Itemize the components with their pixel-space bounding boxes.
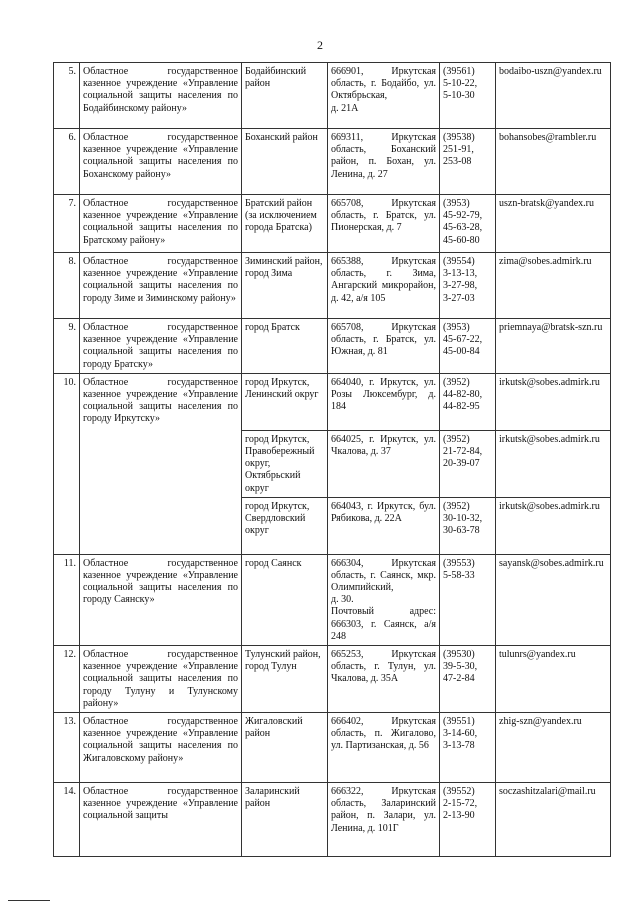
table-row — [54, 319, 611, 374]
postal-address-text: 664043, г. Иркутск, бул. Рябикова, д. 22А — [331, 500, 436, 524]
email-address-text[interactable]: priemnaya@bratsk-szn.ru — [499, 322, 603, 333]
row-number: 10. — [54, 373, 80, 554]
service-area-text: Жигаловский район — [245, 715, 303, 740]
email-address-text[interactable]: irkutsk@sobes.admirk.ru — [499, 500, 600, 512]
email-address — [496, 554, 611, 645]
postal-address — [328, 497, 440, 554]
row-number: 9. — [54, 319, 80, 374]
offices-table-body — [54, 63, 611, 857]
postal-address — [328, 373, 440, 430]
email-address — [496, 63, 611, 129]
table-row — [54, 373, 611, 430]
offices-table — [53, 62, 611, 857]
organization-name: Областное государственное казенное учреждение «Управление социальной защиты населения по Жигаловскому району» — [80, 712, 242, 782]
service-area — [242, 195, 328, 253]
service-area-text: город Иркутск, Правобережный округ, Октябрьский округ — [245, 433, 315, 494]
postal-address-text: 664025, г. Иркутск, ул. Чкалова, д. 37 — [331, 433, 436, 457]
email-address-text[interactable]: uszn-bratsk@yandex.ru — [499, 198, 595, 209]
postal-address — [328, 253, 440, 319]
service-area-text: Боханский район — [245, 132, 318, 143]
email-address-text[interactable]: zima@sobes.admirk.ru — [499, 256, 592, 267]
row-number: 13. — [54, 712, 80, 782]
postal-address-text: 665253, Иркутская область, г. Тулун, ул. Чкалова, д. 35А — [331, 649, 436, 685]
service-area — [242, 253, 328, 319]
organization-name: Областное государственное казенное учреждение «Управление социальной защиты населения по Боханскому району» — [80, 129, 242, 195]
email-address — [496, 129, 611, 195]
postal-address — [328, 319, 440, 374]
phone-numbers — [440, 195, 496, 253]
table-row — [54, 129, 611, 195]
service-area-text: город Братск — [245, 322, 300, 333]
organization-name: Областное государственное казенное учреждение «Управление социальной защиты населения по Бодайбинскому району» — [80, 63, 242, 129]
service-area — [242, 646, 328, 713]
table-row — [54, 782, 611, 856]
row-number: 14. — [54, 782, 80, 856]
postal-address — [328, 712, 440, 782]
service-area-text: город Иркутск, Свердловский округ — [245, 500, 310, 537]
email-address — [496, 782, 611, 856]
phone-numbers — [440, 253, 496, 319]
postal-address-text: 665708, Иркутская область, г. Братск, ул. Пионерская, д. 7 — [331, 198, 436, 234]
service-area-text: Заларинский район — [245, 785, 300, 810]
email-address — [496, 497, 611, 554]
organization-name: Областное государственное казенное учреждение «Управление социальной защиты — [80, 782, 242, 856]
phone-numbers-text: (39553) 5-58-33 — [443, 557, 475, 581]
phone-numbers — [440, 712, 496, 782]
service-area-text: Бодайбинский район — [245, 66, 307, 90]
email-address — [496, 319, 611, 374]
table-row — [54, 195, 611, 253]
service-area-text: Тулунский район, город Тулун — [245, 649, 321, 673]
email-address-text[interactable]: bodaibo-uszn@yandex.ru — [499, 66, 602, 77]
phone-numbers-text: (3952) 21-72-84, 20-39-07 — [443, 433, 483, 470]
table-row — [54, 253, 611, 319]
email-address-text[interactable]: zhig-szn@yandex.ru — [499, 715, 582, 727]
service-area — [242, 319, 328, 374]
table-row — [54, 63, 611, 129]
row-number: 7. — [54, 195, 80, 253]
phone-numbers-text: (3953) 45-67-22, 45-00-84 — [443, 322, 483, 358]
phone-numbers-text: (3952) 44-82-80, 44-82-95 — [443, 376, 483, 413]
service-area — [242, 554, 328, 645]
row-number: 11. — [54, 554, 80, 645]
email-address — [496, 195, 611, 253]
phone-numbers — [440, 373, 496, 430]
organization-name: Областное государственное казенное учреждение «Управление социальной защиты населения по городу Братску» — [80, 319, 242, 374]
postal-address — [328, 195, 440, 253]
phone-numbers — [440, 63, 496, 129]
service-area — [242, 430, 328, 497]
email-address — [496, 646, 611, 713]
phone-numbers — [440, 430, 496, 497]
row-number: 12. — [54, 646, 80, 713]
postal-address — [328, 646, 440, 713]
service-area — [242, 373, 328, 430]
postal-address — [328, 430, 440, 497]
postal-address-text: 666304, Иркутская область, г. Саянск, мкр. Олимпийский, д. 30. Почтовый адрес: 666303, г. Саянск, а/я 248 — [331, 557, 436, 642]
service-area-text: Братский район (за исключением города Братска) — [245, 198, 317, 234]
phone-numbers-text: (39554) 3-13-13, 3-27-98, 3-27-03 — [443, 256, 478, 304]
email-address-text[interactable]: irkutsk@sobes.admirk.ru — [499, 433, 600, 445]
page-number: 2 — [317, 38, 323, 52]
service-area — [242, 782, 328, 856]
phone-numbers — [440, 646, 496, 713]
email-address-text[interactable]: bohansobes@rambler.ru — [499, 132, 597, 143]
organization-name: Областное государственное казенное учреждение «Управление социальной защиты населения по Братскому району» — [80, 195, 242, 253]
phone-numbers — [440, 319, 496, 374]
organization-name: Областное государственное казенное учреждение «Управление социальной защиты населения по городу Зиме и Зиминскому району» — [80, 253, 242, 319]
table-row — [54, 712, 611, 782]
postal-address-text: 669311, Иркутская область, Боханский район, п. Бохан, ул. Ленина, д. 27 — [331, 132, 436, 180]
phone-numbers-text: (39552) 2-15-72, 2-13-90 — [443, 785, 478, 822]
service-area — [242, 712, 328, 782]
service-area — [242, 129, 328, 195]
postal-address-text: 666901, Иркутская область, г. Бодайбо, ул. Октябрьская, д. 21А — [331, 66, 436, 114]
row-number: 6. — [54, 129, 80, 195]
service-area-text: Зиминский район, город Зима — [245, 256, 323, 280]
postal-address-text: 665388, Иркутская область, г. Зима, Ангарский микрорайон, д. 42, а/я 105 — [331, 256, 436, 304]
phone-numbers — [440, 554, 496, 645]
table-row — [54, 554, 611, 645]
footnote-rule — [8, 900, 50, 901]
email-address — [496, 253, 611, 319]
row-number: 5. — [54, 63, 80, 129]
postal-address-text: 666402, Иркутская область, п. Жигалово, ул. Партизанская, д. 56 — [331, 715, 436, 752]
email-address-text[interactable]: soczashitzalari@mail.ru — [499, 785, 596, 797]
table-row — [54, 646, 611, 713]
phone-numbers — [440, 497, 496, 554]
postal-address-text: 664040, г. Иркутск, ул. Розы Люксембург, д. 184 — [331, 376, 436, 413]
postal-address — [328, 63, 440, 129]
postal-address — [328, 782, 440, 856]
phone-numbers — [440, 129, 496, 195]
email-address — [496, 430, 611, 497]
phone-numbers-text: (3953) 45-92-79, 45-63-28, 45-60-80 — [443, 198, 483, 246]
phone-numbers-text: (3952) 30-10-32, 30-63-78 — [443, 500, 483, 537]
service-area — [242, 497, 328, 554]
row-number: 8. — [54, 253, 80, 319]
email-address — [496, 373, 611, 430]
service-area — [242, 63, 328, 129]
organization-name: Областное государственное казенное учреждение «Управление социальной защиты населения по городу Тулуну и Тулунскому району» — [80, 646, 242, 713]
postal-address — [328, 129, 440, 195]
phone-numbers — [440, 782, 496, 856]
organization-name: Областное государственное казенное учреждение «Управление социальной защиты населения по городу Саянску» — [80, 554, 242, 645]
email-address — [496, 712, 611, 782]
service-area-text: город Иркутск, Ленинский округ — [245, 376, 319, 400]
email-address-text[interactable]: sayansk@sobes.admirk.ru — [499, 557, 604, 569]
phone-numbers-text: (39530) 39-5-30, 47-2-84 — [443, 649, 478, 685]
postal-address-text: 666322, Иркутская область, Заларинский район, п. Залари, ул. Ленина, д. 101Г — [331, 785, 436, 834]
postal-address — [328, 554, 440, 645]
email-address-text[interactable]: tulunrs@yandex.ru — [499, 649, 576, 660]
service-area-text: город Саянск — [245, 557, 302, 569]
phone-numbers-text: (39551) 3-14-60, 3-13-78 — [443, 715, 478, 752]
phone-numbers-text: (39538) 251-91, 253-08 — [443, 132, 475, 168]
phone-numbers-text: (39561) 5-10-22, 5-10-30 — [443, 66, 478, 102]
organization-name: Областное государственное казенное учреждение «Управление социальной защиты населения по городу Иркутску» — [80, 373, 242, 554]
email-address-text[interactable]: irkutsk@sobes.admirk.ru — [499, 376, 600, 388]
postal-address-text: 665708, Иркутская область, г. Братск, ул. Южная, д. 81 — [331, 322, 436, 358]
